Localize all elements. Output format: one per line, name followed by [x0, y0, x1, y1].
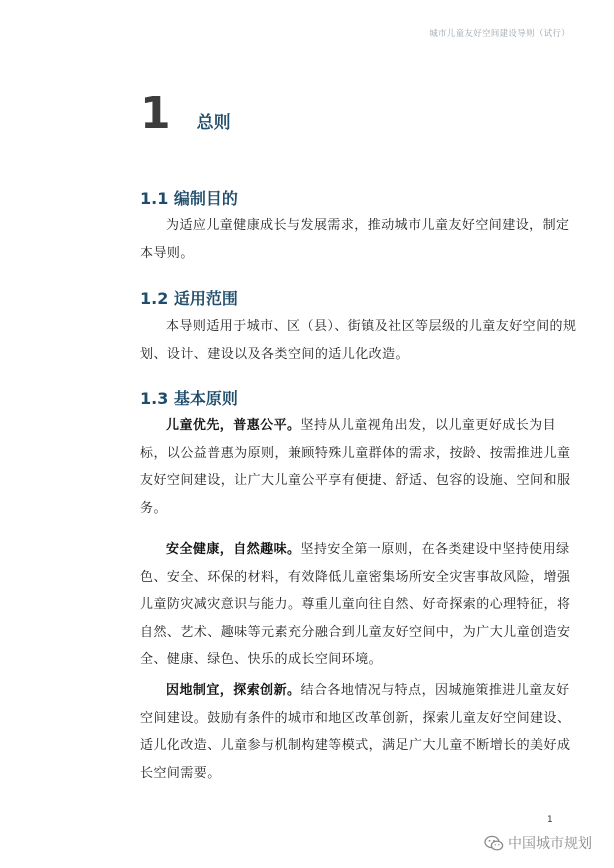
- paragraph-scope: [140, 313, 580, 368]
- paragraph-text: 为适应儿童健康成长与发展需求，推动城市儿童友好空间建设，制定本导则。: [140, 218, 570, 261]
- section-heading-principles: 1.3 基本原则: [140, 389, 238, 408]
- watermark-text: 中国城市规划: [508, 836, 592, 852]
- section-heading-scope: 1.2 适用范围: [140, 289, 238, 308]
- chapter-title: 总则: [196, 113, 231, 133]
- running-header: 城市儿童友好空间建设导则（试行）: [429, 29, 570, 39]
- principle-paragraph-1: [140, 412, 580, 522]
- chapter-heading: [140, 88, 231, 139]
- page-number: 1: [547, 815, 553, 825]
- principle-text: 坚持从儿童视角出发，以儿童更好成长为目标，以公益普惠为原则，兼顾特殊儿童群体的需求，按龄、按需推进儿童友好空间建设，让广大儿童公平享有便捷、舒适、包容的设施、空间和服务。: [140, 418, 571, 516]
- principle-paragraph-2: [140, 536, 580, 674]
- section-heading-purpose: 1.1 编制目的: [140, 189, 238, 208]
- principle-text: 结合各地情况与特点，因城施策推进儿童友好空间建设。鼓励有条件的城市和地区改革创新，探索儿童友好空间建设、适儿化改造、儿童参与机制构建等模式，满足广大儿童不断增长的美好成长空间需要。: [140, 683, 571, 781]
- principle-lead: 儿童优先，普惠公平。: [166, 418, 301, 433]
- chapter-number: 1: [140, 88, 171, 139]
- paragraph-purpose: [140, 212, 580, 267]
- principle-lead: 因地制宜，探索创新。: [166, 683, 301, 698]
- principle-text: 坚持安全第一原则，在各类建设中坚持使用绿色、安全、环保的材料，有效降低儿童密集场所安全灾害事故风险，增强儿童防灾减灾意识与能力。尊重儿童向往自然、好奇探索的心理特征，将自然、艺术、趣味等元素充分融合到儿童友好空间中，为广大儿童创造安全、健康、绿色、快乐的成长空间环境。: [140, 542, 571, 667]
- principle-paragraph-3: [140, 677, 580, 787]
- paragraph-text: 本导则适用于城市、区（县）、街镇及社区等层级的儿童友好空间的规划、设计、建设以及各类空间的适儿化改造。: [140, 319, 577, 362]
- principle-lead: 安全健康，自然趣味。: [166, 542, 301, 557]
- watermark: [484, 833, 592, 853]
- wechat-icon: [484, 835, 504, 852]
